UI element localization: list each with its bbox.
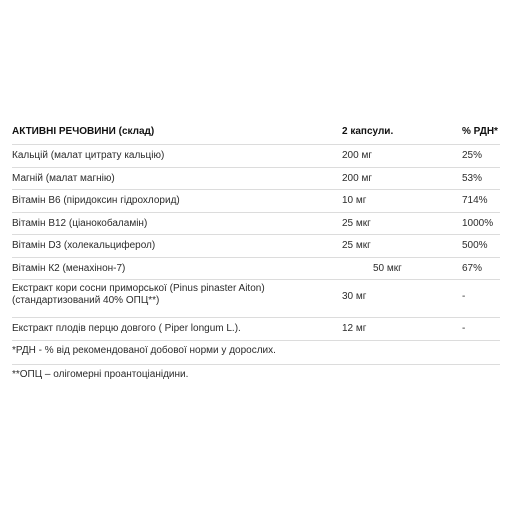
ingredient-dose: 25 мкг	[342, 217, 371, 229]
ingredient-dose: 200 мг	[342, 172, 372, 184]
footnote-row	[12, 341, 500, 365]
table-row	[12, 168, 500, 191]
ingredient-rdn: -	[462, 323, 466, 334]
footnote-rdn: *РДН - % від рекомендованої добової норми у дорослих.	[12, 344, 276, 356]
header-dose: 2 капсули.	[342, 126, 394, 137]
table-row	[12, 318, 500, 341]
table-row	[12, 258, 500, 281]
ingredient-rdn: 53%	[462, 172, 483, 184]
ingredient-name: Вітамін D3 (холекальциферол)	[12, 240, 156, 251]
ingredient-rdn: 1000%	[462, 217, 494, 229]
table-row	[12, 280, 500, 318]
footnote-opc: **ОПЦ – олігомерні проантоціанідини.	[12, 368, 189, 380]
ingredient-name: Вітамін В12 (ціанокобаламін)	[12, 217, 148, 229]
table-row	[12, 213, 500, 236]
header-rdn: % РДН*	[462, 126, 498, 137]
footnote-row	[12, 365, 500, 389]
ingredient-name: Екстракт кори сосни приморської (Pinus pinaster Aiton) (стандартизований 40% ОПЦ**)	[12, 283, 265, 306]
table-row	[12, 235, 500, 258]
table-header-row	[12, 121, 500, 145]
ingredient-name: Вітамін В6 (піридоксин гідрохлорид)	[12, 195, 180, 206]
ingredient-dose: 50 мкг	[373, 262, 402, 274]
ingredient-dose: 30 мг	[342, 291, 367, 302]
ingredient-dose: 25 мкг	[342, 240, 371, 251]
ingredient-rdn: 714%	[462, 195, 488, 206]
composition-table	[12, 121, 500, 389]
ingredient-rdn: 67%	[462, 262, 483, 274]
ingredient-name: Екстракт плодів перцю довгого ( Piper longum L.).	[12, 323, 241, 334]
ingredient-rdn: 500%	[462, 240, 488, 251]
header-ingredients: АКТИВНІ РЕЧОВИНИ (склад)	[12, 126, 155, 137]
ingredient-dose: 10 мг	[342, 195, 367, 206]
ingredient-dose: 200 мг	[342, 150, 372, 161]
ingredient-name: Вітамін К2 (менахінон-7)	[12, 262, 126, 274]
table-row	[12, 145, 500, 168]
ingredient-name: Кальцій (малат цитрату кальцію)	[12, 150, 165, 161]
ingredient-dose: 12 мг	[342, 323, 367, 334]
ingredient-rdn: -	[462, 291, 466, 302]
ingredient-name: Магній (малат магнію)	[12, 172, 115, 184]
table-row	[12, 190, 500, 213]
ingredient-rdn: 25%	[462, 150, 483, 161]
